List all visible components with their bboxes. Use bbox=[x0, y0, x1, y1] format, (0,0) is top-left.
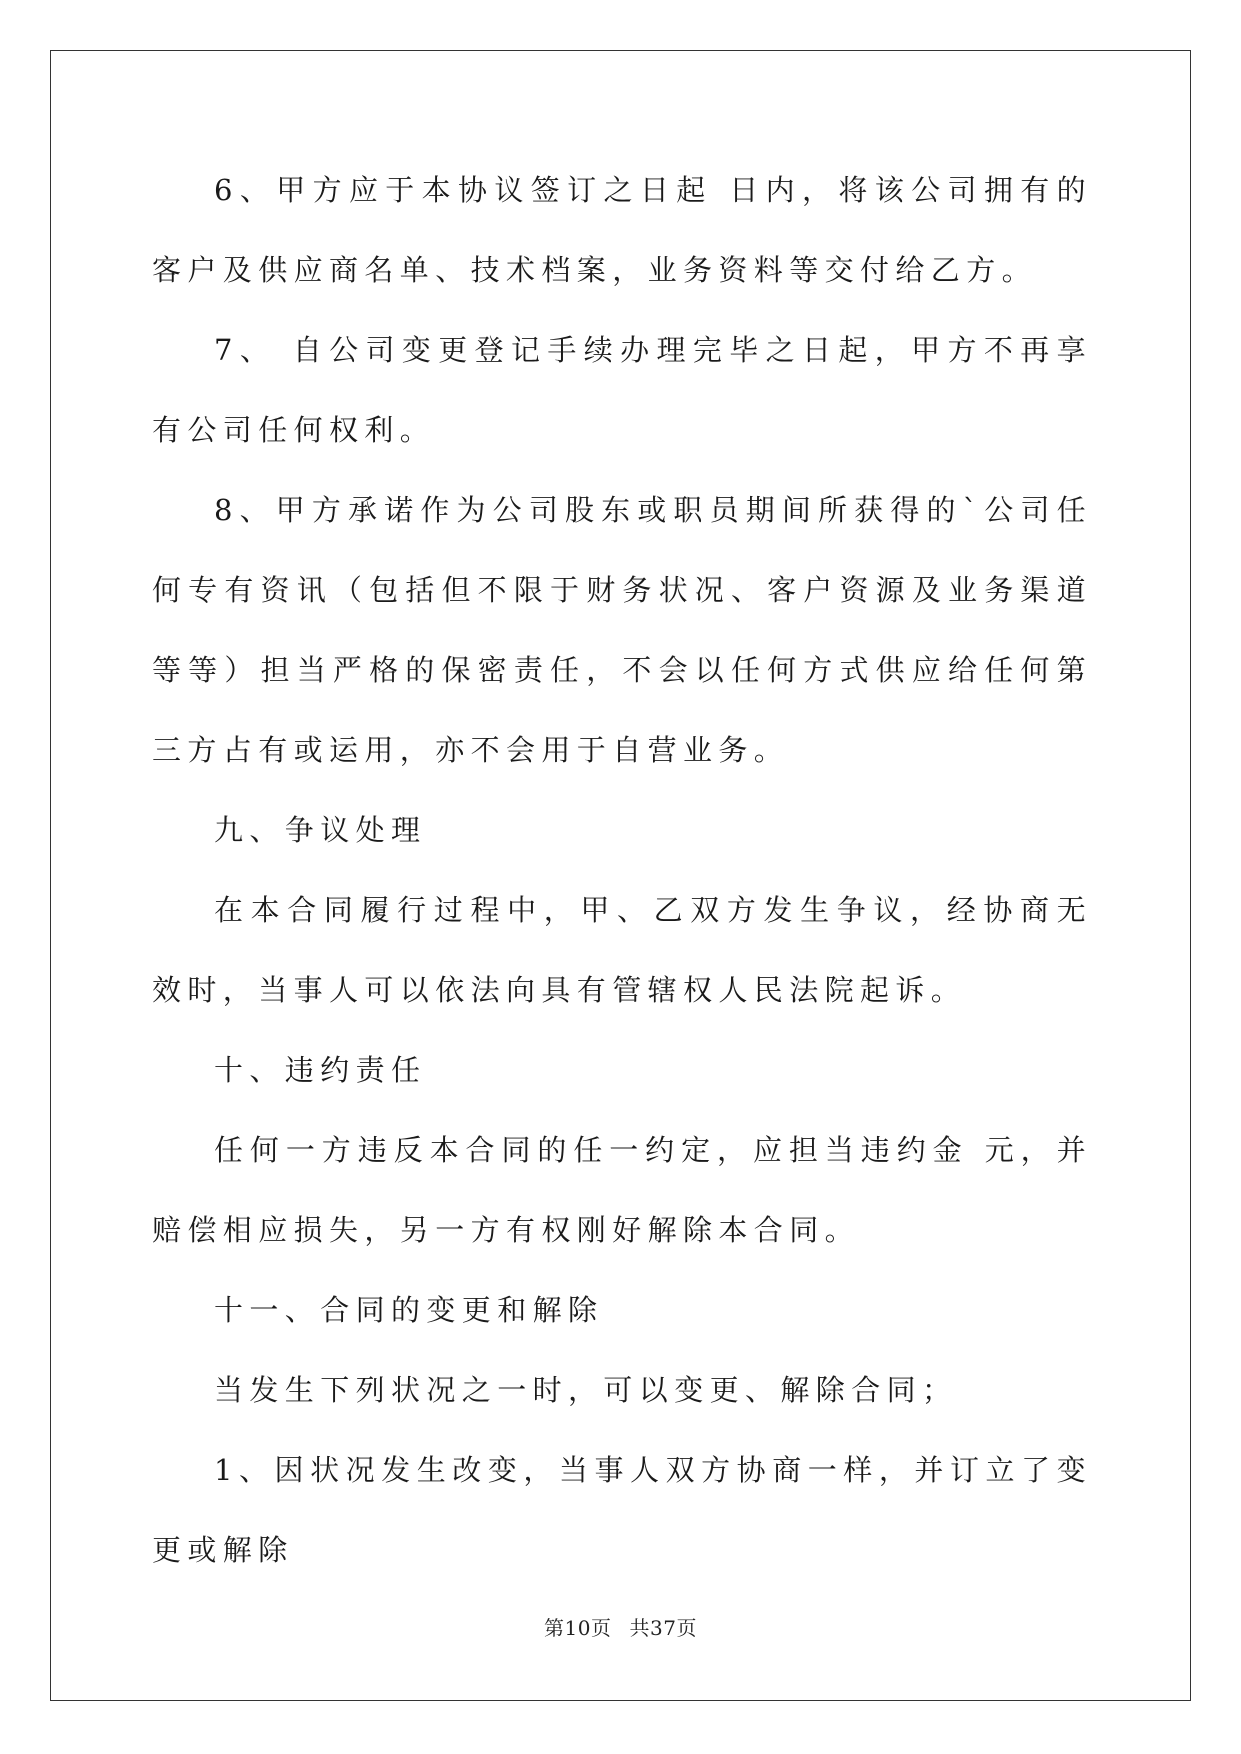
paragraph-dispute: 在本合同履行过程中，甲、乙双方发生争议，经协商无效时，当事人可以依法向具有管辖权人民法院起诉。 bbox=[152, 893, 1092, 1007]
section-heading-dispute: 九、争议处理 bbox=[214, 813, 427, 847]
paragraph-clause-6: 6、甲方应于本协议签订之日起 日内，将该公司拥有的客户及供应商名单、技术档案，业务资料等交付给乙方。 bbox=[152, 173, 1092, 287]
paragraph-change-item-1: 1、因状况发生改变，当事人双方协商一样，并订立了变更或解除 bbox=[152, 1453, 1092, 1567]
document-body bbox=[152, 150, 1092, 1590]
page-number: 第10页 bbox=[544, 1616, 612, 1640]
paragraph-breach: 任何一方违反本合同的任一约定，应担当违约金 元，并赔偿相应损失，另一方有权刚好解除本合同。 bbox=[152, 1133, 1092, 1247]
section-heading-breach: 十、违约责任 bbox=[214, 1053, 427, 1087]
section-heading-change: 十一、合同的变更和解除 bbox=[214, 1293, 604, 1327]
paragraph-clause-8: 8、甲方承诺作为公司股东或职员期间所获得的`公司任何专有资讯（包括但不限于财务状况、客户资源及业务渠道等等）担当严格的保密责任，不会以任何方式供应给任何第三方占有或运用，亦不会用于自营业务。 bbox=[152, 493, 1092, 767]
paragraph-change-intro: 当发生下列状况之一时，可以变更、解除合同； bbox=[214, 1373, 958, 1407]
page-footer bbox=[0, 1612, 1241, 1641]
paragraph-clause-7: 7、 自公司变更登记手续办理完毕之日起，甲方不再享有公司任何权利。 bbox=[152, 333, 1092, 447]
page-total: 共37页 bbox=[629, 1616, 697, 1640]
